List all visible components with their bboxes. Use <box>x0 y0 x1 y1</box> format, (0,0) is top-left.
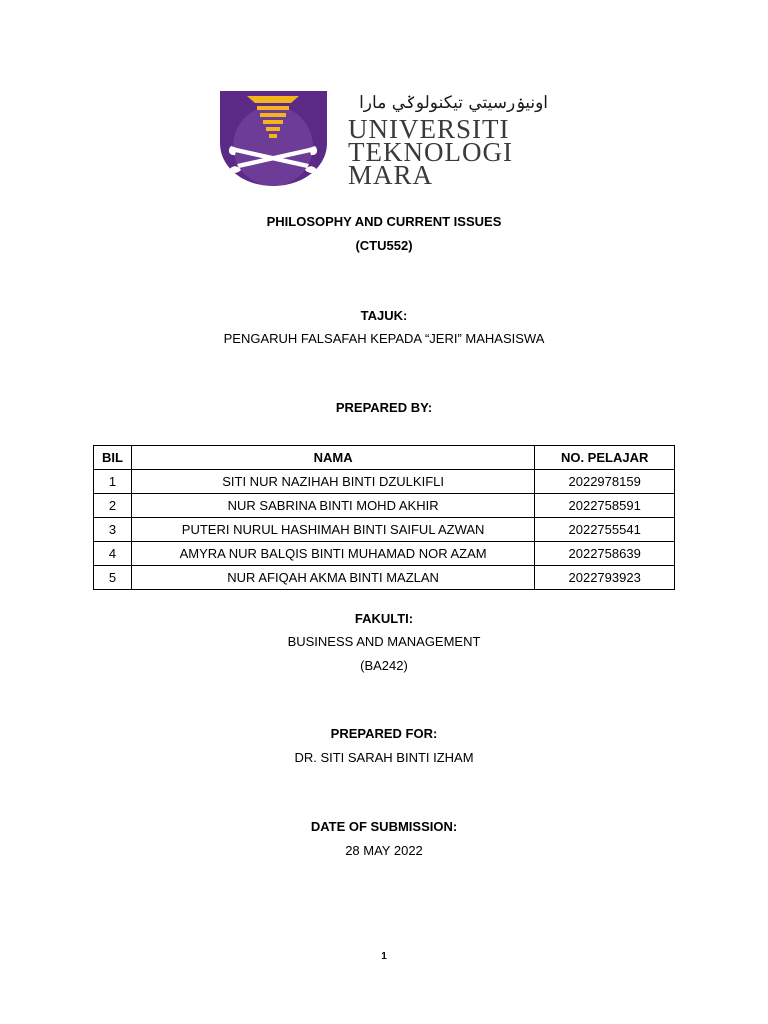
submission-label: DATE OF SUBMISSION: <box>310 819 458 834</box>
prepared-by-label: PREPARED BY: <box>335 400 433 415</box>
submission-date: 28 MAY 2022 <box>345 843 423 858</box>
table-header-row <box>94 446 675 470</box>
fakulti-name: BUSINESS AND MANAGEMENT <box>287 634 481 649</box>
course-title: PHILOSOPHY AND CURRENT ISSUES <box>266 214 502 229</box>
prepared-for-name: DR. SITI SARAH BINTI IZHAM <box>294 750 474 765</box>
uitm-logo <box>217 88 550 188</box>
cell-nama: NUR SABRINA BINTI MOHD AKHIR <box>131 494 534 518</box>
tajuk-label: TAJUK: <box>360 308 408 323</box>
table-row <box>94 542 675 566</box>
cell-nama: SITI NUR NAZIHAH BINTI DZULKIFLI <box>131 470 534 494</box>
prepared-for-label: PREPARED FOR: <box>330 726 438 741</box>
tajuk-value: PENGARUH FALSAFAH KEPADA “JERI” MAHASISWA <box>223 331 545 346</box>
cell-nama: NUR AFIQAH AKMA BINTI MAZLAN <box>131 566 534 590</box>
fakulti-code: (BA242) <box>360 658 408 673</box>
cell-bil: 3 <box>94 518 132 542</box>
cell-no-pelajar: 2022758639 <box>535 542 675 566</box>
fakulti-label: FAKULTI: <box>354 611 414 626</box>
course-code: (CTU552) <box>355 238 413 253</box>
cell-bil: 4 <box>94 542 132 566</box>
cell-bil: 5 <box>94 566 132 590</box>
logo-line-universiti: UNIVERSITI <box>348 114 510 144</box>
uitm-crest-icon <box>217 88 550 188</box>
cell-nama: PUTERI NURUL HASHIMAH BINTI SAIFUL AZWAN <box>131 518 534 542</box>
cell-no-pelajar: 2022758591 <box>535 494 675 518</box>
header-no-pelajar: NO. PELAJAR <box>535 446 675 470</box>
members-table <box>93 445 675 590</box>
cell-bil: 2 <box>94 494 132 518</box>
cell-no-pelajar: 2022793923 <box>535 566 675 590</box>
table-row <box>94 566 675 590</box>
page-number: 1 <box>381 951 387 962</box>
header-bil: BIL <box>94 446 132 470</box>
cell-nama: AMYRA NUR BALQIS BINTI MUHAMAD NOR AZAM <box>131 542 534 566</box>
table-row <box>94 494 675 518</box>
table-row <box>94 518 675 542</box>
logo-line-teknologi: TEKNOLOGI <box>348 137 513 167</box>
cell-no-pelajar: 2022978159 <box>535 470 675 494</box>
table-row <box>94 470 675 494</box>
header-nama: NAMA <box>131 446 534 470</box>
logo-line-mara: MARA <box>348 160 434 188</box>
cell-bil: 1 <box>94 470 132 494</box>
logo-jawi-text: اونيۏرسيتي تيكنولوݢي مارا <box>359 93 548 113</box>
cell-no-pelajar: 2022755541 <box>535 518 675 542</box>
